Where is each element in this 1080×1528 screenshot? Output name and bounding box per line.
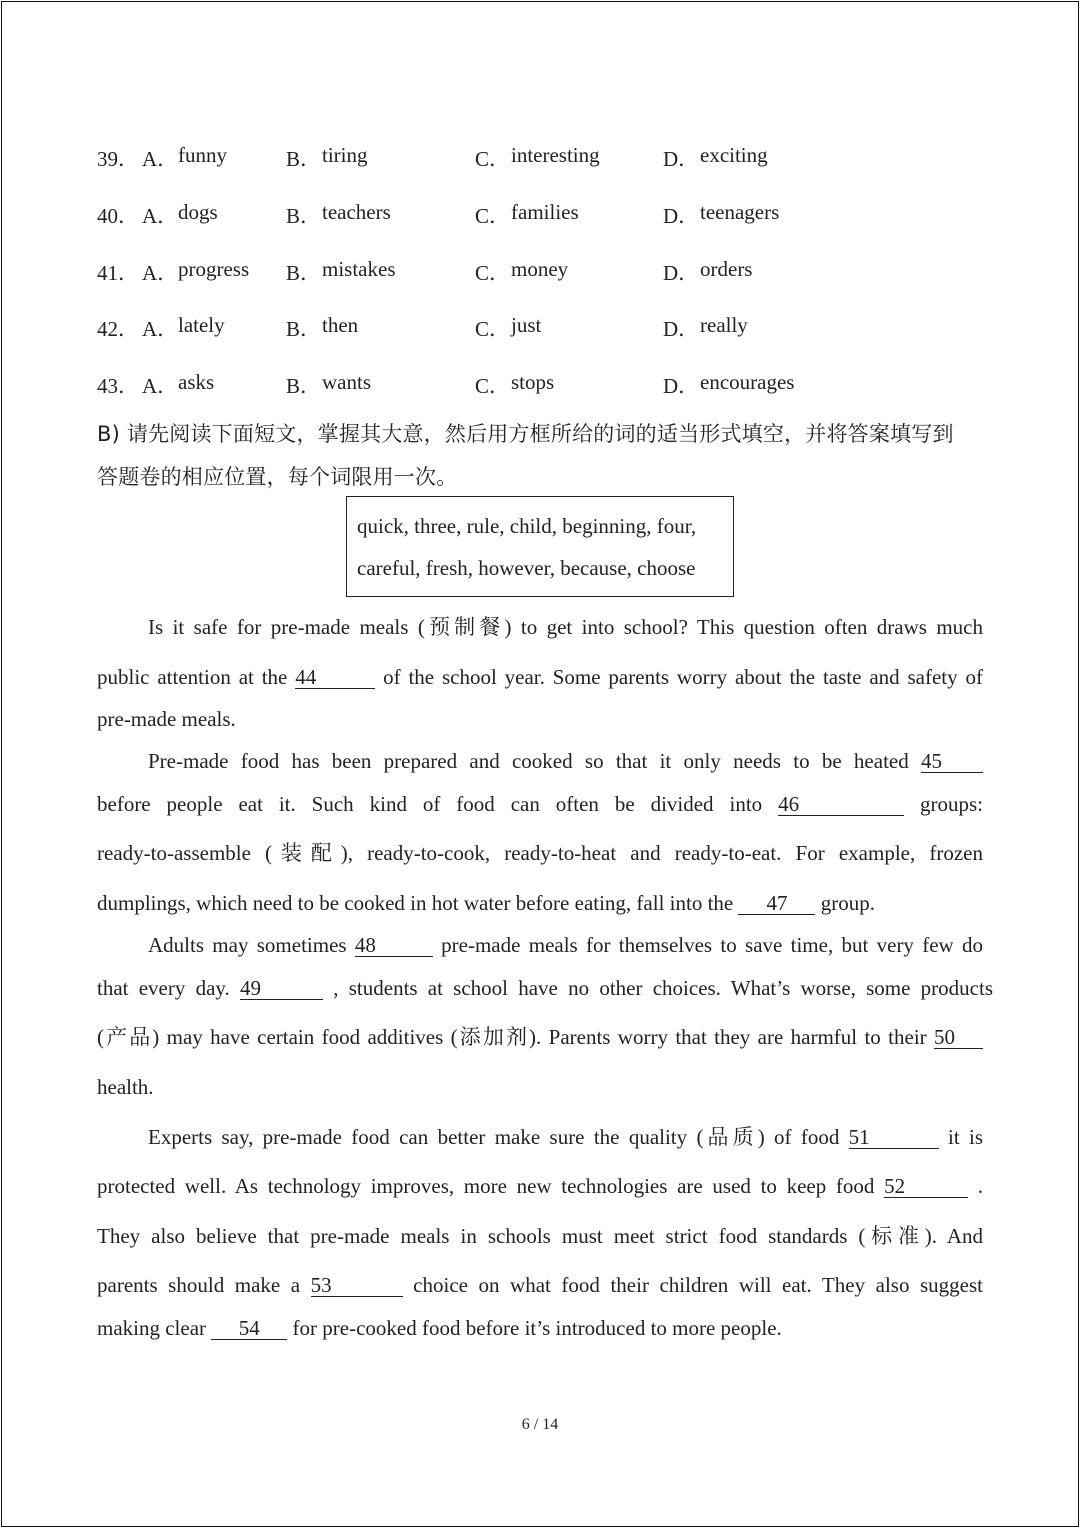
option-letter: B．	[286, 147, 322, 171]
instruction-line-2: 答题卷的相应位置，每个词限用一次。	[97, 465, 458, 489]
question-row	[0, 370, 1080, 400]
passage-line	[97, 1222, 983, 1250]
option-letter: D．	[663, 204, 700, 228]
passage-line	[148, 613, 983, 641]
blank-45: 45	[921, 750, 983, 773]
option-d: teenagers	[700, 200, 780, 224]
passage-line	[97, 705, 983, 733]
option-letter: A．	[142, 374, 179, 398]
question-row	[0, 143, 1080, 173]
option-c: families	[511, 200, 579, 224]
passage-text: for pre-cooked food before it’s introduced to more people.	[287, 1316, 782, 1340]
option-letter: B．	[286, 374, 322, 398]
blank-54: 54	[211, 1317, 287, 1340]
passage-text: They also believe that pre-made meals in schools must meet strict food standards (标准). And	[97, 1224, 983, 1248]
option-letter: B．	[286, 317, 322, 341]
instruction-line-1: B) 请先阅读下面短文，掌握其大意，然后用方框所给的词的适当形式填空，并将答案填写到	[97, 422, 954, 446]
passage-line	[97, 790, 983, 818]
blank-53: 53	[311, 1274, 403, 1297]
question-number: 43．	[97, 374, 139, 398]
passage-text: (产品) may have certain food additives (添加剂). Parents worry that they are harmful to their	[97, 1025, 934, 1049]
blank-48: 48	[355, 934, 433, 957]
blank-44: 44	[295, 666, 375, 689]
option-b: wants	[322, 370, 371, 394]
question-number: 41．	[97, 261, 139, 285]
question-row	[0, 313, 1080, 343]
option-d: orders	[700, 257, 753, 281]
passage-text: of the school year. Some parents worry about the taste and safety of	[375, 665, 983, 689]
option-a: funny	[178, 143, 227, 167]
blank-49: 49	[240, 977, 323, 1000]
option-c: stops	[511, 370, 555, 394]
option-b: then	[322, 313, 359, 337]
option-d: exciting	[700, 143, 768, 167]
option-letter: A．	[142, 317, 179, 341]
option-letter: D．	[663, 317, 700, 341]
passage-text: it is	[938, 1125, 983, 1149]
passage-text: dumplings, which need to be cooked in hot water before eating, fall into the	[97, 891, 739, 915]
option-letter: B．	[286, 204, 322, 228]
option-letter: A．	[142, 204, 179, 228]
passage-line	[148, 931, 983, 959]
word-bank-line-1: quick, three, rule, child, beginning, four,	[357, 514, 697, 538]
option-d: encourages	[700, 370, 795, 394]
option-letter: D．	[663, 374, 700, 398]
passage-line	[97, 663, 983, 691]
page-number: 6 / 14	[521, 1416, 559, 1433]
option-d: really	[700, 313, 748, 337]
option-b: mistakes	[322, 257, 396, 281]
question-row	[0, 200, 1080, 230]
passage-text: group.	[815, 891, 875, 915]
option-a: asks	[178, 370, 215, 394]
question-number: 40．	[97, 204, 139, 228]
passage-line	[97, 1271, 983, 1299]
passage-text: choice on what food their children will eat. They also suggest	[402, 1273, 983, 1297]
blank-47: 47	[738, 892, 815, 915]
option-letter: A．	[142, 147, 179, 171]
passage-line	[97, 1073, 983, 1101]
question-number: 42．	[97, 317, 139, 341]
passage-line	[148, 747, 983, 775]
option-letter: C．	[475, 147, 511, 171]
passage-line	[97, 839, 983, 867]
passage-text: health.	[97, 1075, 154, 1099]
passage-text: pre-made meals.	[97, 707, 236, 731]
blank-50: 50	[934, 1026, 983, 1049]
passage-text: , students at school have no other choices. What’s worse, some products	[323, 976, 993, 1000]
passage-line	[97, 1314, 983, 1342]
option-b: teachers	[322, 200, 391, 224]
passage-text: public attention at the	[97, 665, 296, 689]
option-letter: C．	[475, 317, 511, 341]
option-letter: D．	[663, 147, 700, 171]
option-c: money	[511, 257, 569, 281]
blank-46: 46	[778, 793, 904, 816]
option-c: interesting	[511, 143, 600, 167]
option-letter: C．	[475, 374, 511, 398]
passage-line	[97, 889, 983, 917]
blank-51: 51	[849, 1126, 939, 1149]
option-letter: A．	[142, 261, 179, 285]
passage-text: Experts say, pre-made food can better make sure the quality (品质) of food	[148, 1125, 849, 1149]
passage-text: protected well. As technology improves, more new technologies are used to keep food	[97, 1174, 885, 1198]
passage-text: parents should make a	[97, 1273, 311, 1297]
passage-text: that every day.	[97, 976, 241, 1000]
question-row	[0, 257, 1080, 287]
passage-text: making clear	[97, 1316, 212, 1340]
passage-text: Pre-made food has been prepared and cooked so that it only needs to be heated	[148, 749, 921, 773]
blank-52: 52	[884, 1175, 968, 1198]
option-letter: C．	[475, 204, 511, 228]
passage-line	[148, 1123, 983, 1151]
option-a: lately	[178, 313, 225, 337]
option-a: dogs	[178, 200, 218, 224]
option-letter: D．	[663, 261, 700, 285]
option-b: tiring	[322, 143, 368, 167]
passage-text: Is it safe for pre-made meals (预制餐) to get into school? This question often draws much	[148, 615, 983, 639]
word-bank-line-2: careful, fresh, however, because, choose	[357, 556, 696, 580]
option-letter: C．	[475, 261, 511, 285]
passage-text: Adults may sometimes	[148, 933, 355, 957]
word-bank-box	[346, 496, 734, 597]
option-c: just	[511, 313, 542, 337]
passage-line	[97, 1172, 983, 1200]
passage-text: pre-made meals for themselves to save time, but very few do	[432, 933, 983, 957]
question-number: 39．	[97, 147, 139, 171]
passage-text: groups:	[904, 792, 983, 816]
passage-line	[97, 974, 993, 1002]
option-a: progress	[178, 257, 250, 281]
option-letter: B．	[286, 261, 322, 285]
passage-text: .	[968, 1174, 984, 1198]
passage-text: before people eat it. Such kind of food can often be divided into	[97, 792, 779, 816]
passage-text: ready-to-assemble (装配), ready-to-cook, ready-to-heat and ready-to-eat. For example, frozen	[97, 841, 983, 865]
passage-line	[97, 1023, 983, 1051]
